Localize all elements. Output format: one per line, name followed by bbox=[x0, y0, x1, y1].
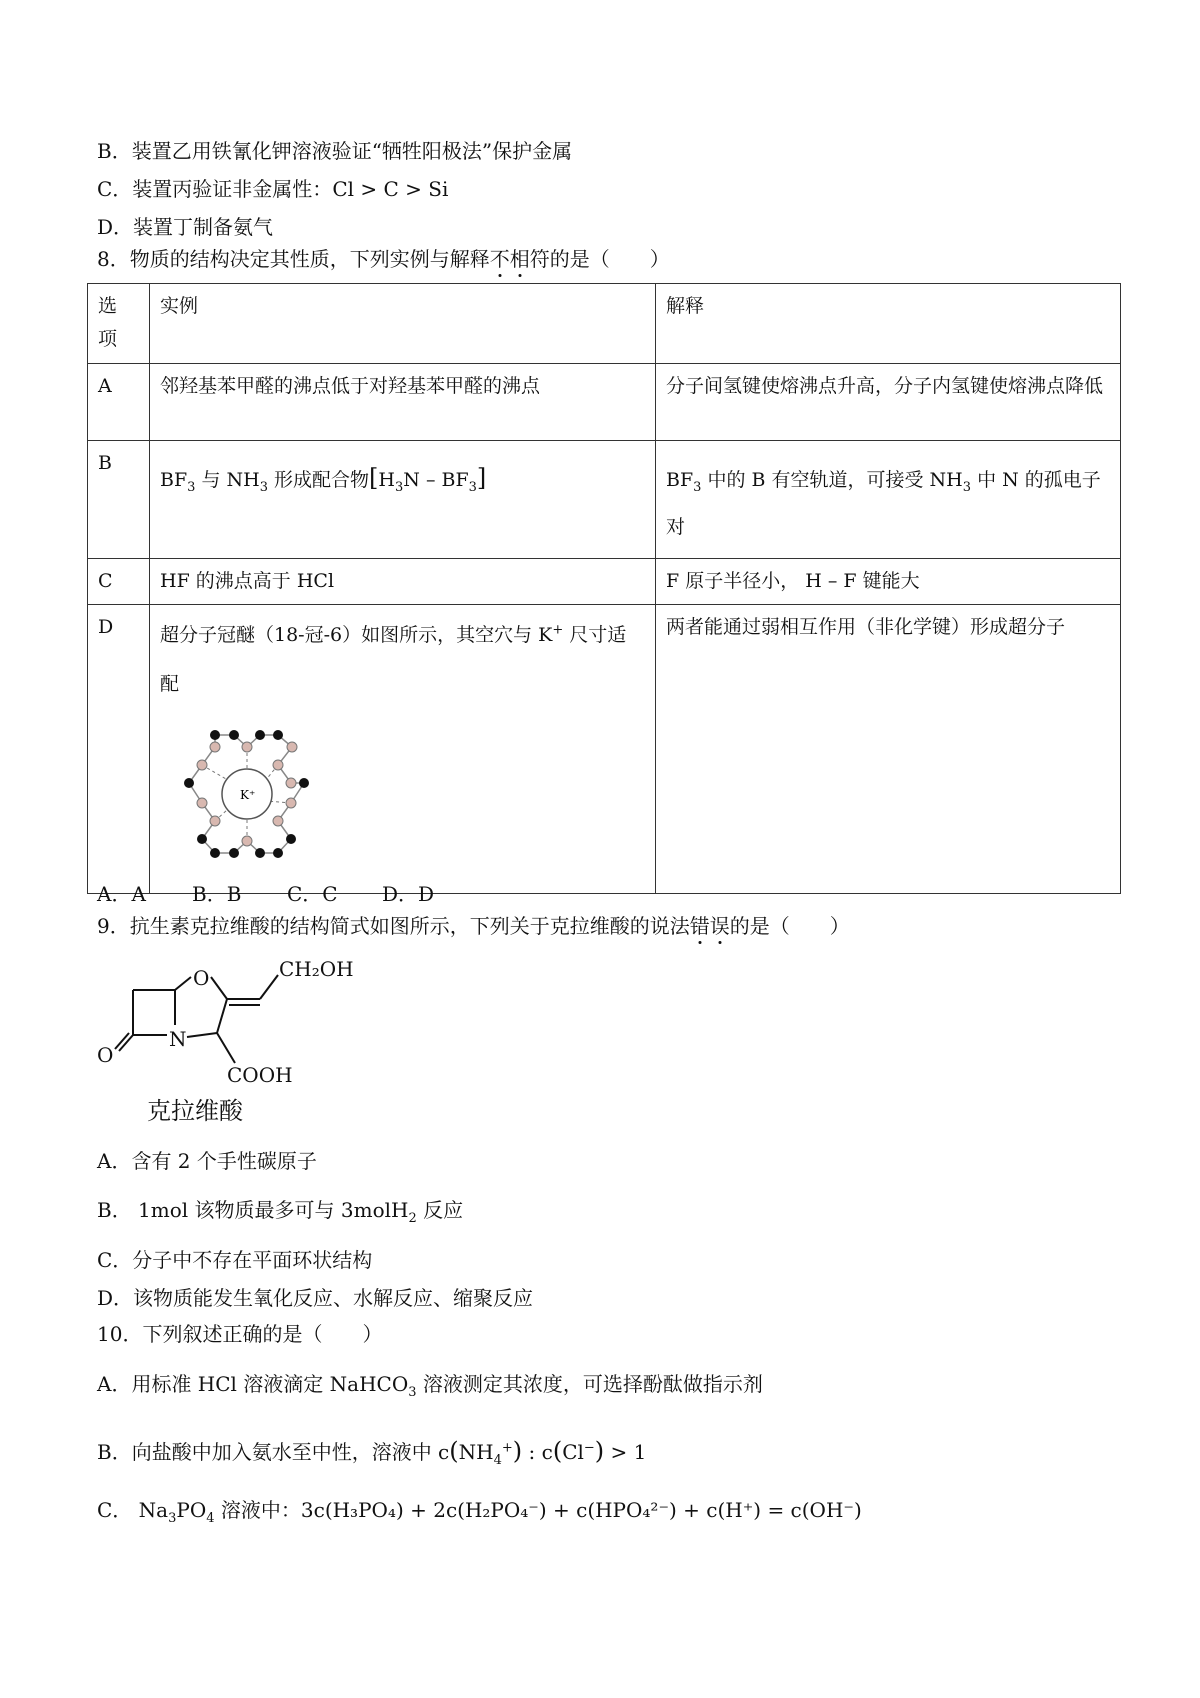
q8-stem-emphasis-2: 相 bbox=[509, 247, 530, 271]
q8-choice-a: A．A bbox=[97, 882, 146, 906]
carbonyl-oxygen: O bbox=[97, 1043, 114, 1067]
paren-close: ) bbox=[512, 1437, 523, 1465]
po-text: PO bbox=[176, 1498, 207, 1522]
comparison: > 1 bbox=[604, 1440, 647, 1464]
ammonium: NH bbox=[458, 1440, 494, 1464]
chloride-charge: − bbox=[583, 1440, 595, 1456]
q8-row-a-example: 邻羟基苯甲醛的沸点低于对羟基苯甲醛的沸点 bbox=[150, 363, 656, 440]
crown-ether-text: 超分子冠醚（18-冠-6）如图所示，其空穴与 K bbox=[160, 623, 553, 646]
q9-stem-emphasis-1: 错 bbox=[689, 914, 710, 938]
nh3-sub: 3 bbox=[962, 479, 972, 495]
q8-choice-b: B．B bbox=[192, 882, 242, 906]
molecule-caption: 克拉维酸 bbox=[147, 1097, 243, 1125]
q8-stem bbox=[97, 247, 670, 271]
ring-oxygen: O bbox=[193, 966, 210, 990]
bf3-sub: 3 bbox=[693, 479, 702, 495]
complex-n-bf: N – BF bbox=[403, 468, 469, 491]
q10-option-b-text: B．向盐酸中加入氨水至中性，溶液中 c bbox=[97, 1440, 450, 1464]
q8-row-a-explanation: 分子间氢键使熔沸点升高，分子内氢键使熔沸点降低 bbox=[656, 363, 1121, 440]
left-bracket: [ bbox=[369, 463, 379, 492]
crown-ether-figure bbox=[160, 723, 310, 863]
ammonium-charge: + bbox=[501, 1440, 513, 1456]
nh3-sub: 3 bbox=[259, 479, 268, 495]
q8-row-c-example: HF 的沸点高于 HCl bbox=[150, 558, 656, 604]
crown-ether-text-end: 尺寸适配 bbox=[160, 623, 627, 696]
q8-row-c-explanation: F 原子半径小， H – F 键能大 bbox=[656, 558, 1121, 604]
q7-option-d: D．装置丁制备氨气 bbox=[97, 215, 274, 239]
q8-row-d bbox=[88, 604, 1121, 893]
ch2oh-group: CH₂OH bbox=[279, 957, 354, 981]
h2-sub: 2 bbox=[408, 1211, 417, 1226]
q8-choices bbox=[97, 882, 434, 906]
clavulanic-acid-figure bbox=[95, 955, 365, 1125]
q8-stem-text: 8．物质的结构决定其性质，下列实例与解释 bbox=[97, 247, 490, 271]
right-bracket: ] bbox=[476, 463, 487, 492]
q8-row-c-option: C bbox=[88, 558, 150, 604]
cooh-group: COOH bbox=[227, 1063, 293, 1087]
q8-stem-text-end: 符的是（ ） bbox=[529, 247, 670, 271]
q7-option-c bbox=[97, 177, 448, 201]
complex-bf-sub: 3 bbox=[468, 479, 477, 495]
q7-option-b: B．装置乙用铁氰化钾溶液验证“牺牲阳极法”保护金属 bbox=[97, 139, 573, 163]
q8-header-example: 实例 bbox=[150, 284, 656, 364]
q10-option-b bbox=[97, 1437, 646, 1466]
potassium-label: K⁺ bbox=[240, 787, 256, 802]
q8-row-b-option: B bbox=[88, 440, 150, 558]
q10-option-c bbox=[97, 1498, 862, 1526]
explanation-text-end: 中 N 的孤电子对 bbox=[666, 468, 1101, 538]
complex-h: H bbox=[378, 468, 395, 491]
q9-stem-text-end: 的是（ ） bbox=[729, 914, 850, 938]
q9-option-c: C．分子中不存在平面环状结构 bbox=[97, 1248, 373, 1272]
q10-option-a-text: A．用标准 HCl 溶液滴定 NaHCO bbox=[97, 1372, 409, 1396]
po4-sub: 4 bbox=[206, 1511, 215, 1526]
complex-h-sub: 3 bbox=[395, 479, 404, 495]
bf3-text: BF bbox=[160, 468, 188, 491]
bf3-sub: 3 bbox=[187, 479, 196, 495]
q8-row-b-explanation bbox=[656, 440, 1121, 558]
chloride: Cl bbox=[562, 1440, 584, 1464]
q9-stem-emphasis-2: 误 bbox=[709, 914, 730, 938]
ratio-sign: : c bbox=[522, 1440, 553, 1464]
q8-table bbox=[87, 283, 1121, 894]
paren-open: ( bbox=[449, 1437, 459, 1465]
q8-choice-c: C．C bbox=[287, 882, 338, 906]
paren-open-2: ( bbox=[552, 1437, 563, 1465]
q7-option-c-text: C．装置丙验证非金属性： bbox=[97, 177, 333, 201]
complex-label: 形成配合物 bbox=[268, 468, 370, 491]
q10-option-a-text-end: 溶液测定其浓度，可选择酚酞做指示剂 bbox=[416, 1372, 763, 1396]
bf3-text: BF bbox=[666, 468, 694, 491]
q8-row-d-explanation: 两者能通过弱相互作用（非化学键）形成超分子 bbox=[656, 604, 1121, 893]
q7-option-c-formula: Cl > C > Si bbox=[332, 177, 449, 201]
q8-row-a bbox=[88, 363, 1121, 440]
k-charge: + bbox=[552, 622, 564, 638]
q8-choice-d: D．D bbox=[382, 882, 435, 906]
q8-header-row bbox=[88, 284, 1121, 364]
paren-close-2: ) bbox=[594, 1437, 605, 1465]
q8-row-d-example bbox=[150, 604, 656, 893]
nahco3-sub: 3 bbox=[408, 1385, 417, 1400]
q10-option-c-text: C． Na bbox=[97, 1498, 169, 1522]
molecule-labels bbox=[97, 957, 354, 1087]
q8-row-b-example bbox=[150, 440, 656, 558]
q9-option-a: A．含有 2 个手性碳原子 bbox=[97, 1149, 317, 1173]
q8-header-explanation: 解释 bbox=[656, 284, 1121, 364]
ammonium-sub: 4 bbox=[493, 1453, 502, 1468]
na3-sub: 3 bbox=[168, 1511, 177, 1526]
q9-stem bbox=[97, 914, 850, 938]
q9-option-b-text: B． 1mol 该物质最多可与 3molH bbox=[97, 1198, 409, 1222]
q8-header-option: 选项 bbox=[88, 284, 150, 364]
q8-row-d-option: D bbox=[88, 604, 150, 893]
q9-option-b-text-end: 反应 bbox=[416, 1198, 464, 1222]
nh3-text: 与 NH bbox=[195, 468, 260, 491]
q8-row-c bbox=[88, 558, 1121, 604]
q8-row-a-option: A bbox=[88, 363, 150, 440]
q8-row-b bbox=[88, 440, 1121, 558]
q9-stem-text: 9．抗生素克拉维酸的结构简式如图所示，下列关于克拉维酸的说法 bbox=[97, 914, 690, 938]
q10-stem: 10．下列叙述正确的是（ ） bbox=[97, 1322, 383, 1346]
charge-balance-expression: (H₃PO₄) + 2c(H₂PO₄⁻) + c(HPO₄²⁻) + c(H⁺) = c(OH⁻) bbox=[324, 1498, 862, 1522]
q9-option-b bbox=[97, 1198, 464, 1226]
q9-option-d: D．该物质能发生氧化反应、水解反应、缩聚反应 bbox=[97, 1286, 534, 1310]
q8-stem-emphasis-1: 不 bbox=[489, 247, 510, 271]
q10-option-c-label: 溶液中：3c bbox=[214, 1498, 325, 1522]
explanation-text: 中的 B 有空轨道，可接受 NH bbox=[701, 468, 963, 491]
q10-option-a bbox=[97, 1372, 763, 1400]
nitrogen-atom: N bbox=[169, 1027, 187, 1051]
